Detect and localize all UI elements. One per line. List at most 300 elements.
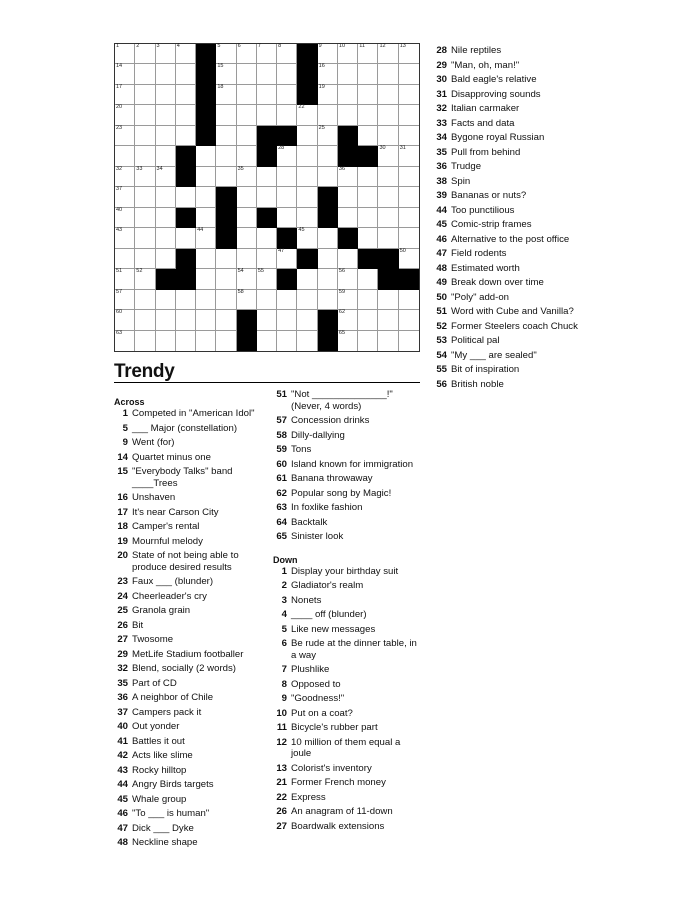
grid-cell[interactable] (277, 208, 297, 228)
cell-number: 12 (379, 43, 386, 49)
grid-cell[interactable] (115, 167, 135, 187)
grid-cell[interactable] (358, 310, 378, 330)
across-clue (114, 765, 264, 777)
grid-cell[interactable] (176, 310, 196, 330)
grid-cell[interactable] (216, 269, 236, 289)
clue-number: 52 (436, 320, 447, 332)
clue-number: 48 (436, 262, 447, 274)
clue-text: Sinister look (291, 531, 344, 542)
grid-cell[interactable] (257, 44, 277, 64)
down-clue (273, 693, 423, 705)
clue-text: Break down over time (451, 277, 544, 288)
grid-cell[interactable] (257, 290, 277, 310)
grid-cell[interactable] (176, 187, 196, 207)
grid-cell[interactable] (237, 269, 257, 289)
grid-cell[interactable] (135, 105, 155, 125)
grid-cell[interactable] (358, 208, 378, 228)
grid-cell[interactable] (216, 105, 236, 125)
grid-cell[interactable] (277, 105, 297, 125)
grid-cell[interactable] (237, 249, 257, 269)
grid-cell[interactable] (378, 331, 398, 351)
clue-text: An anagram of 11-down (291, 806, 393, 817)
clue-text: Too punctilious (451, 204, 515, 216)
down-clue (433, 292, 593, 304)
grid-cell[interactable] (277, 146, 297, 166)
clue-number: 17 (117, 506, 128, 518)
grid-cell[interactable] (378, 64, 398, 84)
grid-cell[interactable] (257, 269, 277, 289)
clue-text: Island known for immigration (291, 458, 414, 470)
grid-cell[interactable] (257, 187, 277, 207)
grid-cell[interactable] (196, 146, 216, 166)
black-square (196, 64, 216, 84)
down-clue (433, 350, 593, 362)
clue-text: "Everybody Talks" band ____Trees (132, 466, 233, 489)
grid-cell[interactable] (156, 310, 176, 330)
grid-cell[interactable] (297, 105, 317, 125)
across-clue (114, 536, 264, 548)
clue-number: 19 (117, 535, 128, 547)
grid-cell[interactable] (378, 310, 398, 330)
grid-cell[interactable] (176, 331, 196, 351)
grid-cell[interactable] (257, 228, 277, 248)
down-clue (273, 722, 423, 734)
grid-cell[interactable] (115, 146, 135, 166)
grid-cell[interactable] (277, 64, 297, 84)
grid-cell[interactable] (338, 331, 358, 351)
down-clue (433, 306, 593, 318)
grid-cell[interactable] (237, 105, 257, 125)
grid-cell[interactable] (156, 146, 176, 166)
clue-text: MetLife Stadium footballer (132, 648, 244, 660)
clue-text: Mournful melody (132, 535, 203, 547)
black-square (216, 228, 236, 248)
grid-cell[interactable] (378, 228, 398, 248)
grid-cell[interactable] (338, 187, 358, 207)
grid-cell[interactable] (297, 310, 317, 330)
grid-cell[interactable] (378, 290, 398, 310)
cell-number: 32 (116, 165, 123, 172)
down-clue (433, 74, 593, 86)
black-square (196, 44, 216, 64)
clue-text: Pull from behind (451, 146, 521, 158)
grid-cell[interactable] (297, 269, 317, 289)
grid-cell[interactable] (115, 290, 135, 310)
grid-cell[interactable] (156, 331, 176, 351)
grid-cell[interactable] (216, 167, 236, 187)
grid-cell[interactable] (156, 105, 176, 125)
grid-cell[interactable] (358, 228, 378, 248)
grid-cell[interactable] (257, 167, 277, 187)
grid-cell[interactable] (297, 126, 317, 146)
clue-text: Disapproving sounds (451, 88, 541, 100)
clue-number: 45 (117, 793, 128, 805)
grid-cell[interactable] (399, 187, 419, 207)
clue-text: Cheerleader's cry (132, 590, 207, 602)
clue-text: Bygone royal Russian (451, 132, 545, 143)
across-clue (273, 415, 423, 427)
grid-cell[interactable] (216, 85, 236, 105)
grid-cell[interactable] (399, 85, 419, 105)
across-clue (114, 663, 264, 675)
down-clue (433, 335, 593, 347)
clue-text: Dilly-dallying (291, 429, 345, 441)
grid-cell[interactable] (196, 310, 216, 330)
grid-cell[interactable] (135, 44, 155, 64)
grid-cell[interactable] (156, 126, 176, 146)
clue-number: 32 (436, 103, 447, 114)
grid-cell[interactable] (338, 105, 358, 125)
grid-cell[interactable] (257, 310, 277, 330)
grid-cell[interactable] (318, 249, 338, 269)
grid-cell[interactable] (318, 269, 338, 289)
down-clue (273, 679, 423, 691)
down-clue (273, 777, 423, 789)
across-clue (114, 678, 264, 690)
grid-cell[interactable] (237, 44, 257, 64)
across-clue (114, 408, 264, 420)
black-square (378, 269, 398, 289)
grid-cell[interactable] (115, 44, 135, 64)
grid-cell[interactable] (257, 331, 277, 351)
grid-cell[interactable] (196, 167, 216, 187)
grid-cell[interactable] (257, 249, 277, 269)
across-clue (273, 459, 423, 471)
grid-cell[interactable] (399, 208, 419, 228)
black-square (318, 208, 338, 228)
grid-cell[interactable] (237, 126, 257, 146)
down-clue (433, 147, 593, 159)
grid-cell[interactable] (358, 85, 378, 105)
black-square (399, 269, 419, 289)
black-square (176, 269, 196, 289)
down-clue (273, 708, 423, 720)
grid-cell[interactable] (358, 187, 378, 207)
grid-cell[interactable] (115, 269, 135, 289)
grid-cell[interactable] (115, 105, 135, 125)
grid-cell[interactable] (399, 44, 419, 64)
down-clue (433, 364, 593, 376)
across-clue (114, 492, 264, 504)
clue-number: 23 (117, 576, 128, 587)
grid-cell[interactable] (196, 290, 216, 310)
clue-number: 47 (436, 248, 447, 259)
grid-cell[interactable] (176, 290, 196, 310)
grid-cell[interactable] (378, 85, 398, 105)
grid-cell[interactable] (135, 126, 155, 146)
grid-cell[interactable] (196, 208, 216, 228)
grid-cell[interactable] (176, 64, 196, 84)
clue-number: 50 (436, 291, 447, 303)
grid-cell[interactable] (237, 64, 257, 84)
grid-cell[interactable] (237, 85, 257, 105)
grid-cell[interactable] (358, 126, 378, 146)
grid-cell[interactable] (297, 187, 317, 207)
clue-text: "Goodness!" (291, 693, 345, 704)
grid-cell[interactable] (135, 269, 155, 289)
clue-number: 42 (117, 750, 128, 761)
grid-cell[interactable] (277, 331, 297, 351)
puzzle-title: Trendy (114, 361, 175, 382)
cell-number: 14 (116, 63, 123, 70)
clue-number: 55 (436, 364, 447, 375)
grid-cell[interactable] (277, 290, 297, 310)
grid-cell[interactable] (135, 64, 155, 84)
down-heading: Down (273, 554, 298, 565)
grid-cell[interactable] (358, 64, 378, 84)
grid-cell[interactable] (378, 208, 398, 228)
cell-number: 65 (338, 329, 346, 336)
down-clue (433, 176, 593, 188)
grid-cell[interactable] (156, 167, 176, 187)
down-clue (433, 60, 593, 72)
grid-cell[interactable] (378, 167, 398, 187)
down-clue (433, 248, 593, 260)
cell-number: 17 (116, 83, 123, 90)
cell-number: 60 (116, 309, 123, 316)
grid-cell[interactable] (399, 64, 419, 84)
grid-cell[interactable] (338, 64, 358, 84)
cell-number: 8 (278, 43, 282, 49)
grid-cell[interactable] (115, 187, 135, 207)
grid-cell[interactable] (216, 126, 236, 146)
down-clue (273, 595, 423, 607)
grid-cell[interactable] (358, 167, 378, 187)
grid-cell[interactable] (135, 290, 155, 310)
clue-number: 13 (276, 762, 287, 774)
grid-cell[interactable] (115, 64, 135, 84)
grid-cell[interactable] (338, 269, 358, 289)
grid-cell[interactable] (115, 249, 135, 269)
grid-cell[interactable] (399, 105, 419, 125)
grid-cell[interactable] (378, 105, 398, 125)
grid-cell[interactable] (297, 290, 317, 310)
cell-number: 18 (217, 83, 224, 90)
grid-cell[interactable] (318, 44, 338, 64)
clue-number: 31 (436, 88, 447, 100)
clue-number: 36 (436, 161, 447, 172)
grid-cell[interactable] (135, 331, 155, 351)
grid-cell[interactable] (358, 331, 378, 351)
grid-cell[interactable] (216, 146, 236, 166)
grid-cell[interactable] (318, 126, 338, 146)
grid-cell[interactable] (277, 310, 297, 330)
grid-cell[interactable] (216, 331, 236, 351)
grid-cell[interactable] (115, 310, 135, 330)
grid-cell[interactable] (399, 167, 419, 187)
grid-cell[interactable] (358, 105, 378, 125)
grid-cell[interactable] (318, 167, 338, 187)
cell-number: 25 (318, 124, 325, 131)
cell-number: 51 (116, 268, 123, 275)
clue-text: Display your birthday suit (291, 565, 399, 577)
clues-column-2 (273, 389, 423, 835)
across-clue (273, 517, 423, 529)
grid-cell[interactable] (156, 44, 176, 64)
grid-cell[interactable] (237, 228, 257, 248)
cell-number: 10 (338, 43, 346, 49)
grid-cell[interactable] (257, 105, 277, 125)
clue-text: British noble (451, 378, 504, 390)
grid-cell[interactable] (318, 64, 338, 84)
grid-cell[interactable] (216, 249, 236, 269)
grid-cell[interactable] (176, 228, 196, 248)
grid-cell[interactable] (237, 290, 257, 310)
grid-cell[interactable] (399, 146, 419, 166)
cell-number: 19 (318, 83, 325, 90)
grid-cell[interactable] (135, 187, 155, 207)
grid-cell[interactable] (358, 269, 378, 289)
clue-number: 9 (122, 437, 128, 448)
grid-cell[interactable] (399, 310, 419, 330)
black-square (216, 187, 236, 207)
grid-cell[interactable] (156, 290, 176, 310)
across-clue (114, 736, 264, 748)
black-square (176, 249, 196, 269)
cell-number: 44 (197, 227, 204, 234)
grid-cell[interactable] (338, 208, 358, 228)
grid-cell[interactable] (378, 44, 398, 64)
grid-cell[interactable] (156, 228, 176, 248)
grid-cell[interactable] (196, 269, 216, 289)
clue-number: 49 (436, 277, 447, 288)
cell-number: 52 (136, 268, 143, 275)
clue-text: Word with Cube and Vanilla? (451, 306, 574, 317)
grid-cell[interactable] (318, 85, 338, 105)
grid-cell[interactable] (176, 126, 196, 146)
grid-cell[interactable] (196, 187, 216, 207)
grid-cell[interactable] (297, 331, 317, 351)
grid-cell[interactable] (115, 85, 135, 105)
grid-cell[interactable] (399, 228, 419, 248)
clue-text: ___ Major (constellation) (132, 422, 238, 434)
grid-cell[interactable] (338, 290, 358, 310)
grid-cell[interactable] (237, 167, 257, 187)
grid-cell[interactable] (135, 208, 155, 228)
cell-number: 43 (116, 227, 123, 234)
grid-cell[interactable] (115, 331, 135, 351)
grid-cell[interactable] (216, 310, 236, 330)
cell-number: 7 (257, 43, 261, 49)
grid-cell[interactable] (318, 290, 338, 310)
grid-cell[interactable] (399, 249, 419, 269)
grid-cell[interactable] (176, 44, 196, 64)
grid-cell[interactable] (277, 44, 297, 64)
grid-cell[interactable] (237, 187, 257, 207)
grid-cell[interactable] (115, 228, 135, 248)
grid-cell[interactable] (216, 64, 236, 84)
grid-cell[interactable] (297, 146, 317, 166)
grid-cell[interactable] (338, 85, 358, 105)
grid-cell[interactable] (338, 249, 358, 269)
grid-cell[interactable] (297, 228, 317, 248)
grid-cell[interactable] (135, 310, 155, 330)
grid-cell[interactable] (297, 208, 317, 228)
clue-number: 35 (117, 677, 128, 689)
grid-cell[interactable] (399, 290, 419, 310)
clue-text: Angry Birds targets (132, 779, 214, 790)
grid-cell[interactable] (399, 331, 419, 351)
grid-cell[interactable] (135, 228, 155, 248)
grid-cell[interactable] (277, 85, 297, 105)
cell-number: 28 (278, 145, 285, 152)
clue-text: Italian carmaker (451, 103, 520, 114)
across-clue (114, 452, 264, 464)
grid-cell[interactable] (399, 126, 419, 146)
across-clue (114, 620, 264, 632)
grid-cell[interactable] (338, 310, 358, 330)
down-clue (273, 737, 423, 760)
black-square (297, 44, 317, 64)
clue-text: Banana throwaway (291, 473, 373, 484)
grid-cell[interactable] (216, 290, 236, 310)
grid-cell[interactable] (216, 44, 236, 64)
grid-cell[interactable] (196, 249, 216, 269)
grid-cell[interactable] (196, 228, 216, 248)
grid-cell[interactable] (358, 44, 378, 64)
clue-number: 29 (117, 648, 128, 660)
clue-text: Concession drinks (291, 415, 370, 426)
grid-cell[interactable] (115, 126, 135, 146)
across-clue (114, 750, 264, 762)
clue-text: Unshaven (132, 492, 176, 503)
clue-number: 51 (276, 389, 287, 400)
grid-cell[interactable] (176, 85, 196, 105)
clue-number: 27 (276, 820, 287, 832)
grid-cell[interactable] (196, 331, 216, 351)
grid-cell[interactable] (176, 105, 196, 125)
grid-cell[interactable] (297, 167, 317, 187)
clue-number: 7 (281, 664, 287, 675)
grid-cell[interactable] (115, 208, 135, 228)
grid-cell[interactable] (358, 290, 378, 310)
grid-cell[interactable] (378, 187, 398, 207)
grid-cell[interactable] (135, 249, 155, 269)
grid-cell[interactable] (135, 167, 155, 187)
grid-cell[interactable] (135, 85, 155, 105)
grid-cell[interactable] (135, 146, 155, 166)
grid-cell[interactable] (338, 167, 358, 187)
clue-text: Quartet minus one (132, 451, 211, 463)
grid-cell[interactable] (237, 146, 257, 166)
clue-text: "Not ______________!" (Never, 4 words) (291, 389, 393, 412)
clue-number: 9 (281, 693, 287, 704)
grid-cell[interactable] (318, 105, 338, 125)
grid-cell[interactable] (257, 85, 277, 105)
grid-cell[interactable] (156, 85, 176, 105)
clue-text: Out yonder (132, 721, 180, 732)
grid-cell[interactable] (257, 64, 277, 84)
grid-cell[interactable] (156, 64, 176, 84)
clue-number: 47 (117, 822, 128, 834)
clue-text: Blend, socially (2 words) (132, 663, 236, 674)
grid-cell[interactable] (378, 146, 398, 166)
grid-cell[interactable] (156, 208, 176, 228)
grid-cell[interactable] (338, 44, 358, 64)
grid-cell[interactable] (277, 187, 297, 207)
black-square (196, 85, 216, 105)
grid-cell[interactable] (318, 146, 338, 166)
grid-cell[interactable] (156, 187, 176, 207)
grid-cell[interactable] (156, 249, 176, 269)
grid-cell[interactable] (277, 167, 297, 187)
grid-cell[interactable] (318, 228, 338, 248)
grid-cell[interactable] (277, 249, 297, 269)
grid-cell[interactable] (378, 126, 398, 146)
grid-cell[interactable] (237, 208, 257, 228)
clue-number: 5 (281, 623, 287, 635)
clue-number: 56 (436, 378, 447, 390)
